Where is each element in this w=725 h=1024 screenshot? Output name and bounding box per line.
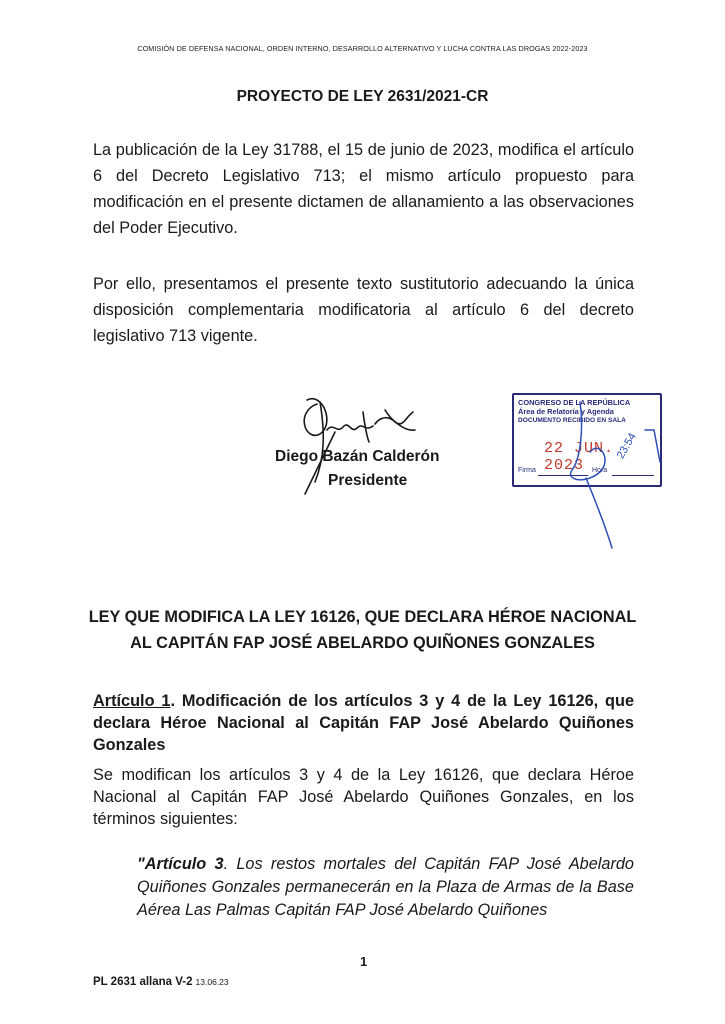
handwritten-mark [550,400,670,550]
footer-date: 13.06.23 [195,977,229,987]
article-1-body: Se modifican los artículos 3 y 4 de la Ley 16126, que declara Héroe Nacional al Capitán FAP José Abelardo Quiñones Gonzales, en los términos siguientes: [93,766,634,828]
stamp-firma-label: Firma [518,467,536,474]
article-1-heading [93,690,634,756]
law-title-line-2: AL CAPITÁN FAP JOSÉ ABELARDO QUIÑONES GONZALES [130,634,595,652]
stamp-date: 22 JUN. 2023 [544,440,615,474]
footer-code: PL 2631 allana V-2 [93,976,193,988]
committee-header: COMISIÓN DE DEFENSA NACIONAL, ORDEN INTERNO, DESARROLLO ALTERNATIVO Y LUCHA CONTRA LAS DROGAS 2022-2023 [137,44,588,53]
law-title [60,604,665,656]
handwritten-time: 23:54 [614,431,639,461]
document-title: PROYECTO DE LEY 2631/2021-CR [236,88,489,105]
paragraph-2: Por ello, presentamos el presente texto sustitutorio adecuando la única disposición complementaria modificatoria al artículo 6 del decreto legislativo 713 vigente. [93,275,634,345]
stamp-line-2: Área de Relatoría y Agenda [518,407,614,416]
article-3-quote [137,853,634,922]
article-1-label: Artículo 1 [93,692,171,710]
footer [93,976,229,988]
stamp-line-3: DOCUMENTO RECIBIDO EN SALA [518,417,626,424]
stamp-line-1: CONGRESO DE LA REPÚBLICA [518,398,631,407]
article-3-label: "Artículo 3 [137,855,224,873]
paragraph-1: La publicación de la Ley 31788, el 15 de junio de 2023, modifica el artículo 6 del Decreto Legislativo 713; el mismo artículo propuesto para modificación en el presente dictamen de allanamiento a las observaciones del Poder Ejecutivo. [93,141,634,237]
signatory-name: Diego Bazán Calderón [275,448,440,465]
signatory-role: Presidente [328,472,408,489]
page-number: 1 [360,954,368,969]
stamp-hora-label: Hora [592,467,608,474]
article-1-heading-text: . Modificación de los artículos 3 y 4 de la Ley 16126, que declara Héroe Nacional al Capitán FAP José Abelardo Quiñones Gonzales [93,692,634,754]
law-title-line-1: LEY QUE MODIFICA LA LEY 16126, QUE DECLARA HÉROE NACIONAL [88,608,637,626]
article-3-text: . Los restos mortales del Capitán FAP José Abelardo Quiñones Gonzales permanecerán en la Plaza de Armas de la Base Aérea Las Palmas Capitán FAP José Abelardo Quiñones [137,855,634,919]
